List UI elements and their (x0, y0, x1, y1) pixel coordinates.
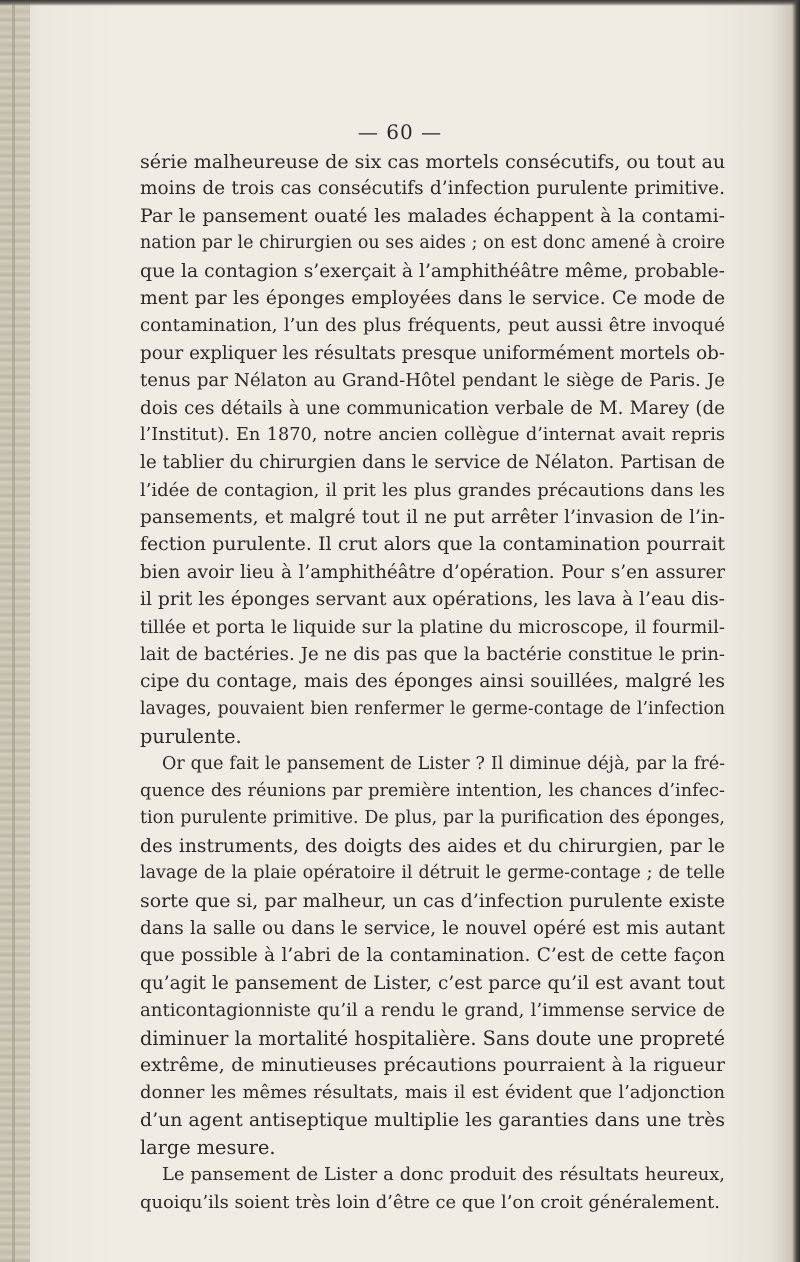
text-line: des instruments, des doigts des aides et du chirurgien, par le (140, 835, 725, 857)
text-line: dois ces détails à une communication verbale de M. Marey (de (140, 397, 725, 419)
text-line: tion purulente primitive. De plus, par la purification des éponges, (140, 808, 725, 829)
text-line: ment par les éponges employées dans le service. Ce mode de (140, 287, 725, 309)
page-binding-edge (0, 0, 30, 1262)
text-line: quence des réunions par première intention, les chances d’infec- (140, 780, 725, 801)
text-line: fection purulente. Il crut alors que la contamination pourrait (140, 533, 725, 556)
text-line: donner les mêmes résultats, mais il est évident que l’adjonction (140, 1082, 725, 1104)
page-top-edge (0, 0, 800, 6)
text-line: dans la salle ou dans le service, le nouvel opéré est mis autant (140, 917, 725, 939)
text-line: tenus par Nélaton au Grand-Hôtel pendant le siège de Paris. Je (140, 370, 725, 392)
text-line: sorte que si, par malheur, un cas d’infection purulente existe (140, 889, 725, 912)
text-line: anticontagionniste qu’il a rendu le grand, l’immense service de (140, 1000, 725, 1022)
text-line: contamination, l’un des plus fréquents, peut aussi être invoqué (140, 315, 725, 337)
text-line: Le pansement de Lister a donc produit des résultats heureux, (162, 1164, 725, 1186)
page-right-edge (792, 0, 800, 1262)
text-line: nation par le chirurgien ou ses aides ; on est donc amené à croire (140, 233, 725, 254)
text-line: Or que fait le pansement de Lister ? Il diminue déjà, par la fré- (162, 753, 725, 774)
text-line: lait de bactéries. Je ne dis pas que la bactérie constitue le prin- (140, 644, 725, 666)
text-line: Par le pansement ouaté les malades échappent à la contami- (140, 204, 725, 227)
text-line: pansements, et malgré tout il ne put arrêter l’invasion de l’in- (140, 507, 725, 529)
text-line: d’un agent antiseptique multiplie les garanties dans une très (140, 1108, 725, 1131)
text-line: large mesure. (140, 1136, 276, 1160)
text-line: cipe du contage, mais des éponges ainsi souillées, malgré les (140, 671, 725, 693)
text-line: série malheureuse de six cas mortels consécutifs, ou tout au (140, 150, 726, 173)
text-line: moins de trois cas consécutifs d’infection purulente primitive. (140, 178, 725, 200)
text-line: diminuer la mortalité hospitalière. Sans doute une propreté (140, 1026, 726, 1050)
text-line: purulente. (140, 725, 242, 749)
text-line: que la contagion s’exerçait à l’amphithéâtre même, probable- (140, 260, 725, 282)
text-line: l’Institut). En 1870, notre ancien collègue d’internat avait repris (140, 424, 725, 445)
text-line: qu’agit le pansement de Lister, c’est parce qu’il est avant tout (140, 972, 725, 994)
text-line: pour expliquer les résultats presque uniformément mortels ob- (140, 342, 725, 364)
text-line: tillée et porta le liquide sur la platine du microscope, il fourmil- (140, 616, 725, 638)
text-line: quoiqu’ils soient très loin d’être ce que l’on croit généralement. (140, 1191, 720, 1213)
text-line: il prit les éponges servant aux opérations, les lava à l’eau dis- (140, 589, 725, 611)
text-line: extrême, de minutieuses précautions pourraient à la rigueur (140, 1053, 725, 1076)
text-line: lavages, pouvaient bien renfermer le germe-contage de l’infection (140, 698, 725, 719)
text-line: bien avoir lieu à l’amphithéâtre d’opération. Pour s’en assurer (140, 561, 725, 583)
body-text (140, 148, 725, 1216)
text-line: le tablier du chirurgien dans le service de Nélaton. Partisan de (140, 452, 725, 474)
text-line: lavage de la plaie opératoire il détruit le germe-contage ; de telle (140, 863, 725, 884)
text-line: l’idée de contagion, il prit les plus grandes précautions dans les (140, 479, 725, 501)
page-number: — 60 — (357, 120, 443, 144)
text-line: que possible à l’abri de la contamination. C’est de cette façon (140, 945, 725, 967)
